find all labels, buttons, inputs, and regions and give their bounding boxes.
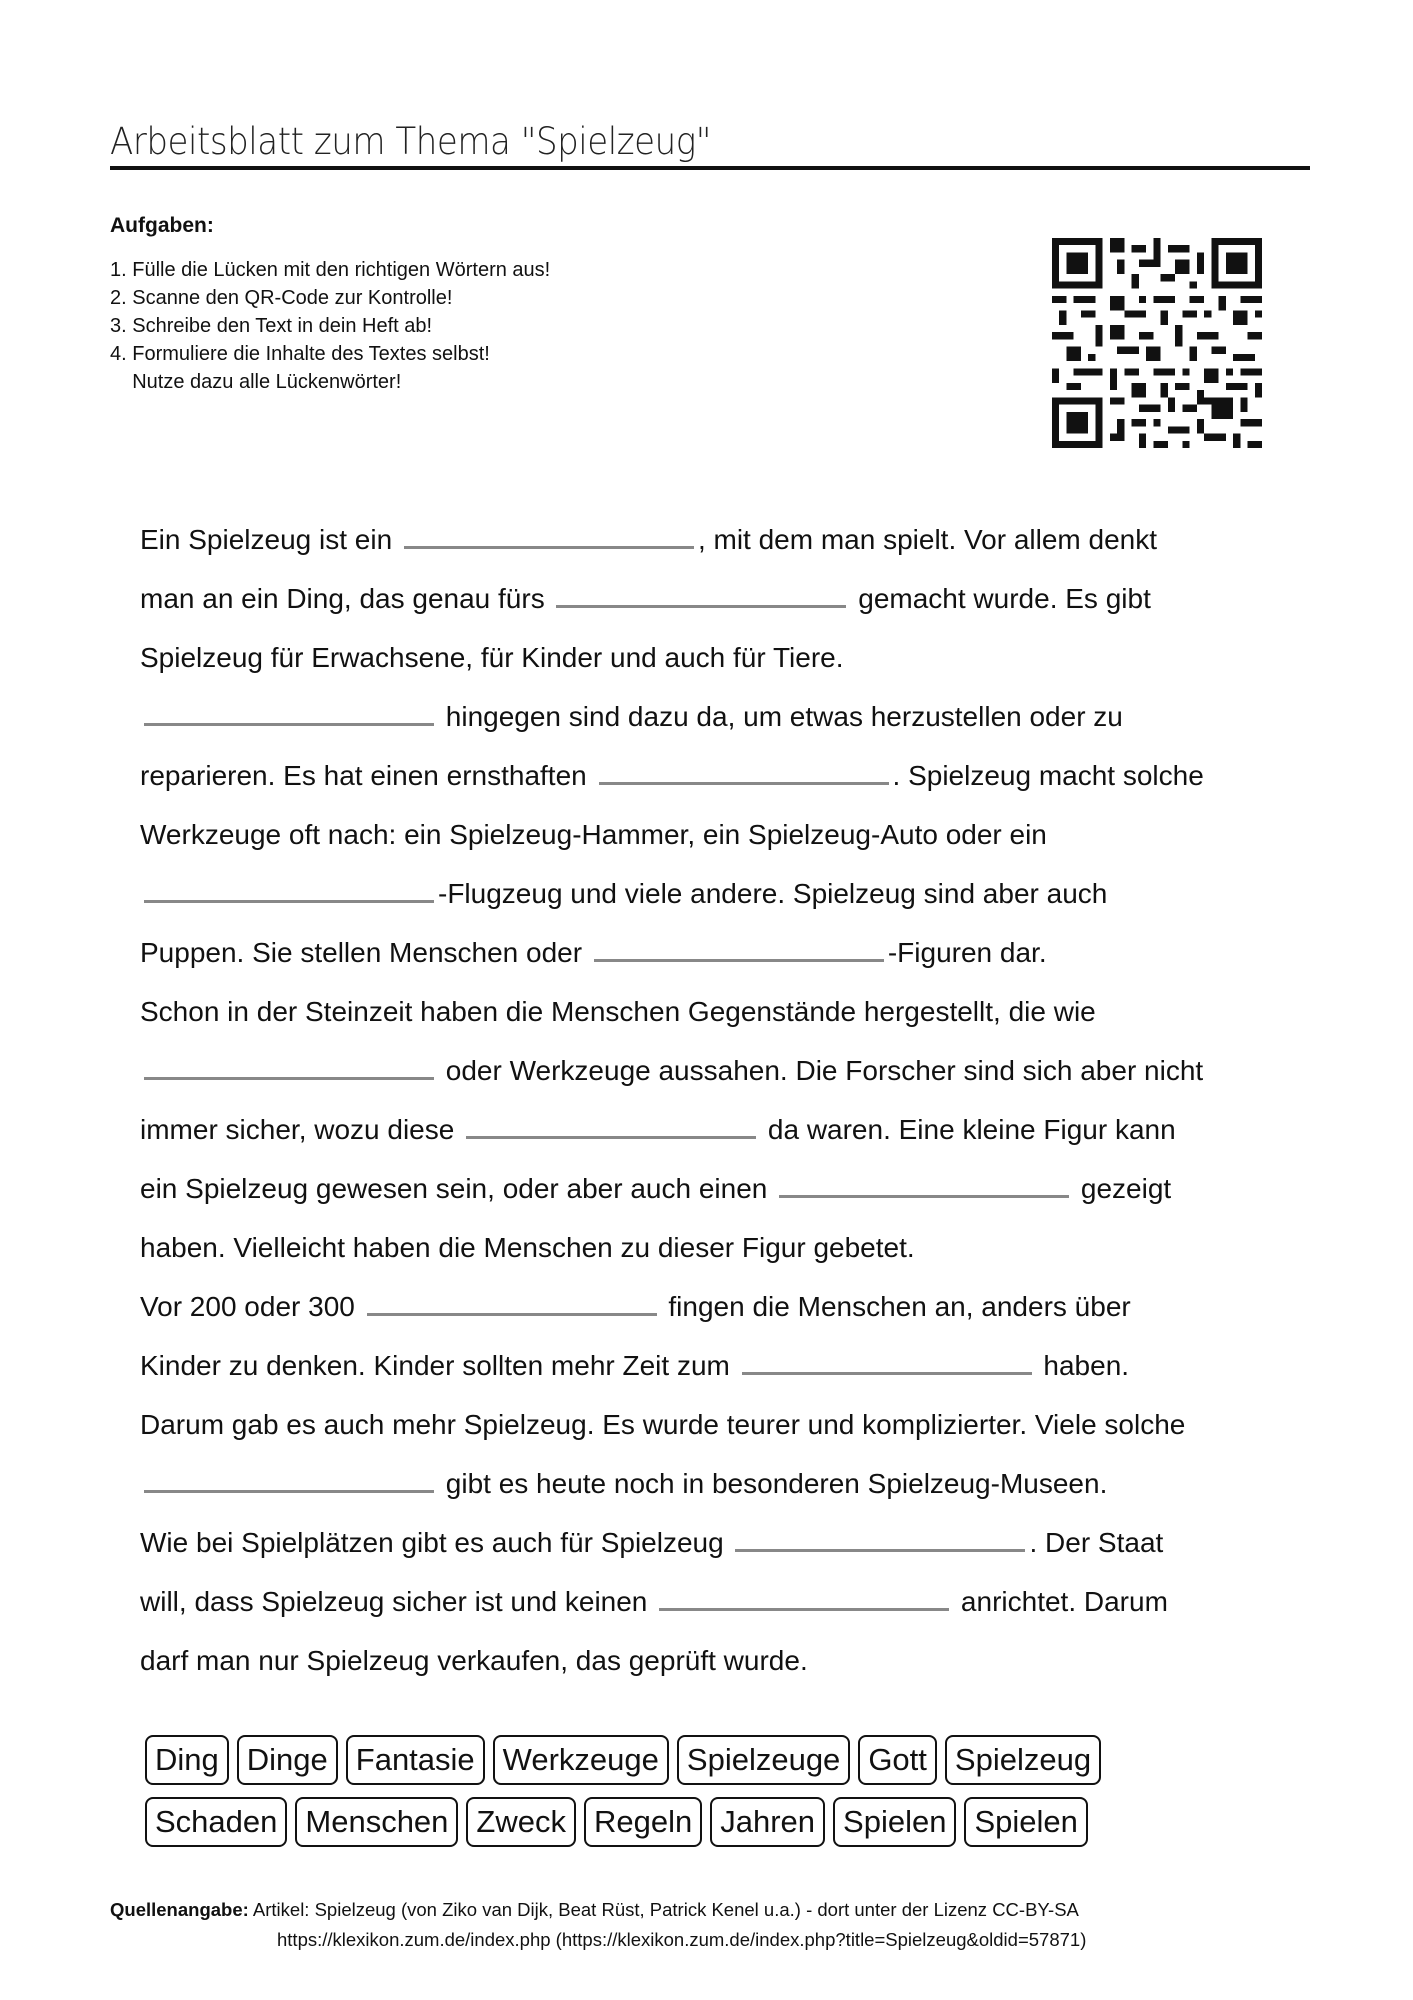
text-segment: Spielzeug für Erwachsene, für Kinder und auch für Tiere. [140, 642, 844, 673]
word-chip[interactable]: Menschen [295, 1797, 458, 1847]
task-list [110, 256, 550, 396]
blank-field[interactable] [144, 693, 434, 726]
word-chip[interactable]: Spielzeuge [677, 1735, 850, 1785]
blank-field[interactable] [659, 1578, 949, 1611]
text-segment: reparieren. Es hat einen ernsthaften [140, 760, 595, 791]
text-segment: , mit dem man spielt. Vor allem denkt [697, 524, 1158, 555]
word-chip[interactable]: Dinge [237, 1735, 338, 1785]
text-line [140, 923, 1320, 982]
text-segment: ein Spielzeug gewesen sein, oder aber auch einen [140, 1173, 776, 1204]
text-segment: gemacht wurde. Es gibt [850, 583, 1151, 614]
text-line [140, 1041, 1320, 1100]
text-line [140, 805, 1320, 864]
source-text: Artikel: Spielzeug (von Ziko van Dijk, Beat Rüst, Patrick Kenel u.a.) - dort unter der Lizenz CC-BY-SA [248, 1899, 1079, 1920]
blank-field[interactable] [144, 1047, 434, 1080]
text-line [140, 510, 1320, 569]
text-line [140, 1572, 1320, 1631]
task-item: 2. Scanne den QR-Code zur Kontrolle! [110, 287, 453, 309]
source-label: Quellenangabe: [110, 1899, 249, 1920]
text-segment: . Der Staat [1029, 1527, 1164, 1558]
source-url[interactable]: https://klexikon.zum.de/index.php (https://klexikon.zum.de/index.php?title=Spielzeug&oldid=57871) [277, 1929, 1087, 1950]
text-line [140, 1454, 1320, 1513]
word-chip[interactable]: Spielen [964, 1797, 1087, 1847]
text-segment: gezeigt [1073, 1173, 1172, 1204]
word-chip[interactable]: Werkzeuge [493, 1735, 669, 1785]
word-chip[interactable]: Gott [858, 1735, 937, 1785]
text-segment: haben. [1035, 1350, 1130, 1381]
task-item: 1. Fülle die Lücken mit den richtigen Wörtern aus! [110, 259, 551, 281]
text-line [140, 1395, 1320, 1454]
text-segment: Werkzeuge oft nach: ein Spielzeug-Hammer, ein Spielzeug-Auto oder ein [140, 819, 1047, 850]
text-segment: Puppen. Sie stellen Menschen oder [140, 937, 590, 968]
text-segment: oder Werkzeuge aussahen. Die Forscher sind sich aber nicht [438, 1055, 1204, 1086]
blank-field[interactable] [556, 575, 846, 608]
blank-field[interactable] [594, 929, 884, 962]
blank-field[interactable] [466, 1106, 756, 1139]
word-chip[interactable]: Jahren [710, 1797, 825, 1847]
blank-field[interactable] [367, 1283, 657, 1316]
word-chip[interactable]: Schaden [145, 1797, 287, 1847]
word-chip[interactable]: Ding [145, 1735, 229, 1785]
text-line [140, 1218, 1320, 1277]
word-chip[interactable]: Spielen [833, 1797, 956, 1847]
text-segment: gibt es heute noch in besonderen Spielzeug-Museen. [438, 1468, 1108, 1499]
text-segment: hingegen sind dazu da, um etwas herzustellen oder zu [438, 701, 1123, 732]
text-segment: will, dass Spielzeug sicher ist und keinen [140, 1586, 656, 1617]
text-segment: . Spielzeug macht solche [892, 760, 1204, 791]
blank-field[interactable] [144, 1460, 434, 1493]
qr-code-icon[interactable] [1052, 238, 1262, 448]
text-segment: fingen die Menschen an, anders über [660, 1291, 1131, 1322]
text-segment: -Flugzeug und viele andere. Spielzeug sind aber auch [438, 878, 1108, 909]
text-segment: anrichtet. Darum [953, 1586, 1168, 1617]
text-line [140, 569, 1320, 628]
blank-field[interactable] [779, 1165, 1069, 1198]
text-segment: da waren. Eine kleine Figur kann [760, 1114, 1176, 1145]
text-line [140, 1277, 1320, 1336]
text-line [140, 864, 1320, 923]
word-chip[interactable]: Fantasie [346, 1735, 485, 1785]
text-segment: -Figuren dar. [887, 937, 1047, 968]
task-item: 4. Formuliere die Inhalte des Textes selbst! [110, 343, 490, 365]
text-line [140, 1100, 1320, 1159]
blank-field[interactable] [404, 516, 694, 549]
word-chip[interactable]: Regeln [584, 1797, 702, 1847]
text-segment: Ein Spielzeug ist ein [140, 524, 400, 555]
text-line [140, 1513, 1320, 1572]
task-item: 3. Schreibe den Text in dein Heft ab! [110, 315, 433, 337]
text-segment: Kinder zu denken. Kinder sollten mehr Zeit zum [140, 1350, 738, 1381]
text-line [140, 628, 1320, 687]
text-segment: Wie bei Spielplätzen gibt es auch für Spielzeug [140, 1527, 732, 1558]
source-note [110, 1895, 1086, 1955]
text-segment: haben. Vielleicht haben die Menschen zu dieser Figur gebetet. [140, 1232, 915, 1263]
title-rule [110, 166, 1310, 170]
text-line [140, 1631, 1320, 1690]
text-segment: darf man nur Spielzeug verkaufen, das geprüft wurde. [140, 1645, 808, 1676]
text-line [140, 1336, 1320, 1395]
text-line [140, 982, 1320, 1041]
task-item: Nutze dazu alle Lückenwörter! [110, 371, 402, 393]
page-title: Arbeitsblatt zum Thema "Spielzeug" [110, 120, 711, 163]
word-chip[interactable]: Spielzeug [945, 1735, 1101, 1785]
text-segment: immer sicher, wozu diese [140, 1114, 463, 1145]
text-line [140, 1159, 1320, 1218]
word-bank-row [145, 1797, 1345, 1847]
word-bank-row [145, 1735, 1345, 1785]
text-segment: Schon in der Steinzeit haben die Menschen Gegenstände hergestellt, die wie [140, 996, 1096, 1027]
blank-field[interactable] [742, 1342, 1032, 1375]
blank-field[interactable] [735, 1519, 1025, 1552]
text-segment: man an ein Ding, das genau fürs [140, 583, 553, 614]
text-line [140, 746, 1320, 805]
word-chip[interactable]: Zweck [466, 1797, 576, 1847]
blank-field[interactable] [144, 870, 434, 903]
blank-field[interactable] [599, 752, 889, 785]
text-segment: Darum gab es auch mehr Spielzeug. Es wurde teurer und komplizierter. Viele solche [140, 1409, 1186, 1440]
text-line [140, 687, 1320, 746]
word-bank [145, 1735, 1345, 1859]
tasks-heading: Aufgaben: [110, 214, 214, 237]
cloze-text [140, 510, 1320, 1690]
text-segment: Vor 200 oder 300 [140, 1291, 363, 1322]
